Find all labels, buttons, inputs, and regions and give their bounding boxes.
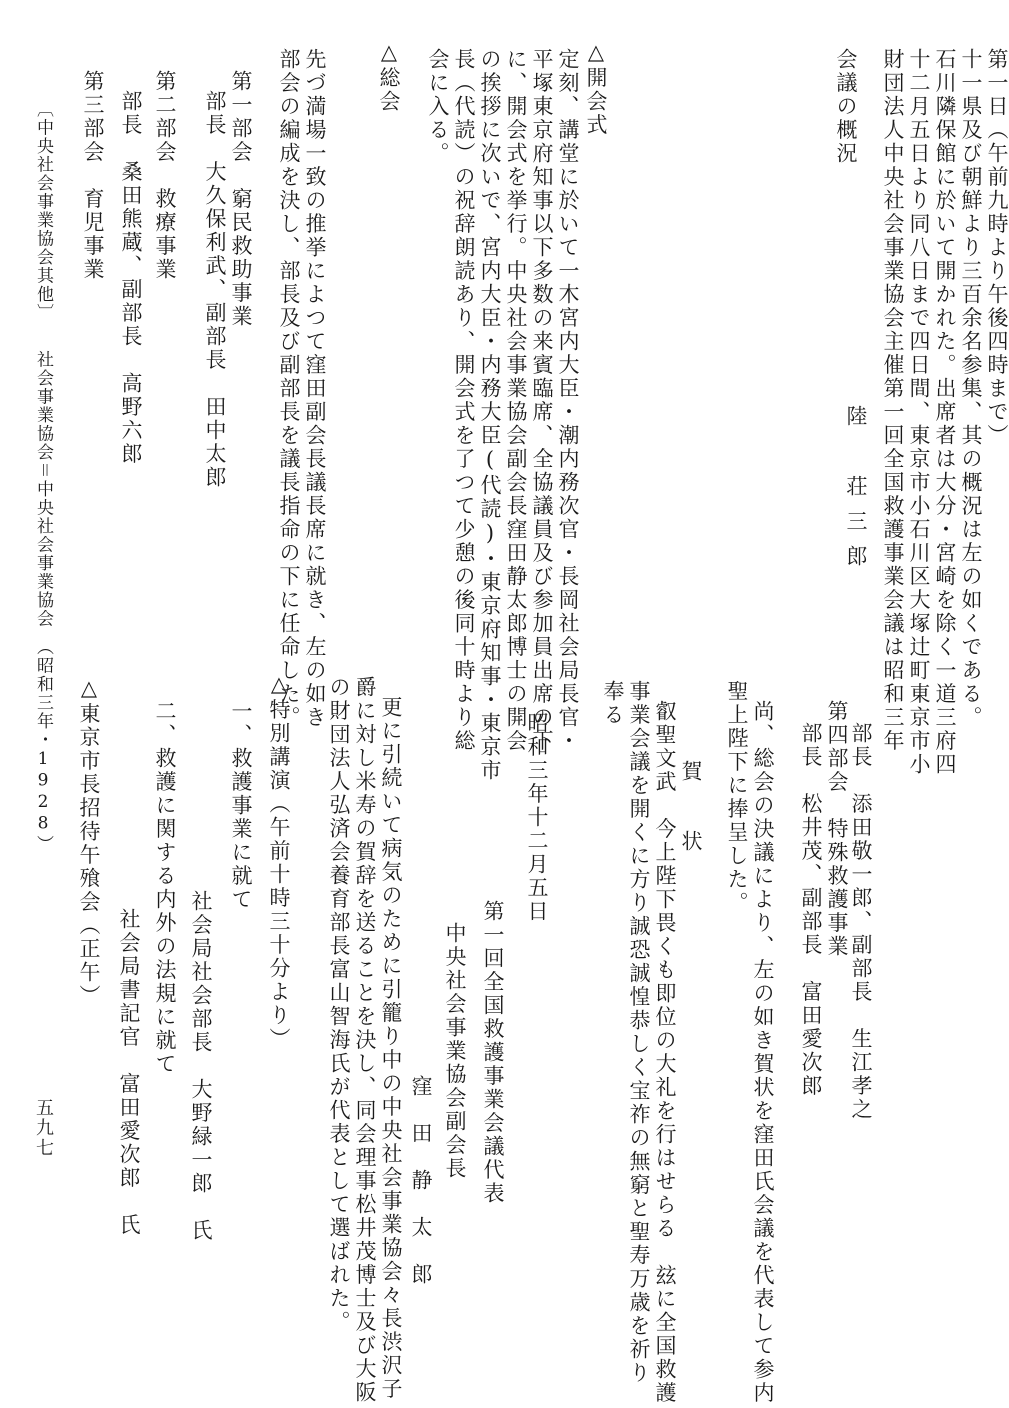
opening-line-3: に、開会式を挙行。中央社会事業協会副会長窪田静太郎博士の開会	[504, 48, 528, 753]
resolution-line-2: 聖上陛下に捧呈した。	[725, 680, 749, 915]
greeting-line-2: 事業会議を開くに方り誠恐誠惶恭しく宝祚の無窮と聖寿万歳を祈り	[627, 680, 651, 1385]
division-1-heads: 部長 大久保利武、副部長 田中太郎	[203, 90, 227, 490]
division-3-heads: 部長 添田敬一郎、副部長 生江孝之	[849, 722, 873, 1122]
greeting-line-1: 叡聖文武 今上陛下畏くも即位の大礼を行はせらる 玆に全国救護	[653, 700, 677, 1405]
intro-line-4: 十一県及び朝鮮より三百余名参集、其の概況は左の如くである。	[959, 48, 983, 730]
division-4: 第四部会 特殊救護事業	[825, 700, 849, 959]
division-2-heads: 部長 桑田熊蔵、副部長 高野六郎	[119, 90, 143, 466]
author-name: 陸 荘三郎	[844, 405, 868, 580]
day-one-header: 第一日（午前九時より午後四時まで）	[985, 48, 1009, 448]
congrats-line-2: 爵に対し米寿の賀辞を送ることを決し、同会理事松井茂博士及び大阪	[353, 676, 377, 1405]
opening-heading: △開会式	[584, 40, 608, 137]
intro-line-3: 石川隣保館に於いて開かれた。出席者は大分・宮崎を除く一道三府四	[933, 48, 957, 777]
greeting-title: 賀 状	[679, 760, 703, 865]
congrats-line-3: の財団法人弘済会養育部長富山智海氏が代表として選ばれた。	[327, 676, 351, 1334]
sign-title: 中央社会事業協会副会長	[443, 922, 467, 1181]
lecture-1-title: 一、救護事業に就て	[229, 700, 253, 912]
opening-line-4: の挨拶に次いで、宮内大臣・内務大臣(代読)・東京府知事・東京市	[478, 48, 502, 783]
greeting-date: 昭和三年十二月五日	[525, 712, 549, 924]
lecture-2-speaker: 社会局書記官 富田愛次郎 氏	[117, 908, 141, 1237]
general-line-1: 先づ満場一致の推挙によつて窪田副会長議長席に就き、左の如き	[303, 48, 327, 730]
resolution-line-1: 尚、総会の決議により、左の如き賀状を窪田氏会議を代表して参内	[751, 700, 775, 1405]
sign-name: 窪 田 静 太 郎	[409, 1075, 433, 1287]
page-number: 五九七	[33, 1098, 54, 1158]
opening-line-6: 会に入る。	[426, 48, 450, 166]
section-heading: 会議の概況	[834, 48, 858, 166]
division-4-heads: 部長 松井茂、副部長 富田愛次郎	[799, 722, 823, 1098]
lecture-1-speaker: 社会局社会部長 大野緑一郎 氏	[189, 890, 213, 1243]
division-2: 第二部会 救療事業	[153, 70, 177, 282]
division-3: 第三部会 育児事業	[81, 70, 105, 282]
sign-organization: 第一回全国救護事業会議代表	[481, 900, 505, 1206]
lecture-heading: △特別講演（午前十時三十分より）	[267, 672, 291, 1051]
intro-line-1: 財団法人中央社会事業協会主催第一回全国救護事業会議は昭和三年	[881, 48, 905, 753]
lecture-2-title: 二、救護に関する内外の法規に就て	[153, 700, 177, 1076]
general-heading: △総会	[377, 40, 401, 114]
intro-line-2: 十二月五日より同八日まで四日間、東京市小石川区大塚辻町東京市小	[907, 48, 931, 777]
opening-line-1: 定刻、講堂に於いて一木宮内大臣・潮内務次官・長岡社会局長官・	[556, 48, 580, 753]
opening-line-5: 長（代読）の祝辞朗読あり、開会式を了つて少憩の後同十時より総	[452, 48, 476, 753]
general-line-2: 部会の編成を決し、部長及び副部長を議長指命の下に任命した。	[277, 48, 301, 730]
source-footer: 〔中央社会事業協会其他〕 社会事業協会＝中央社会事業協会 （昭和三年・1928）	[33, 100, 53, 854]
opening-line-2: 平塚東京府知事以下多数の来賓臨席、全協議員及び参加員出席の下	[530, 48, 554, 753]
congrats-line-1: 更に引続いて病気のために引籠り中の中央社会事業協会々長渋沢子	[379, 696, 403, 1401]
division-1: 第一部会 窮民救助事業	[229, 70, 253, 329]
greeting-line-3: 奉る	[601, 680, 625, 727]
lunch-heading: △東京市長招待午飱会（正午）	[77, 676, 101, 1008]
